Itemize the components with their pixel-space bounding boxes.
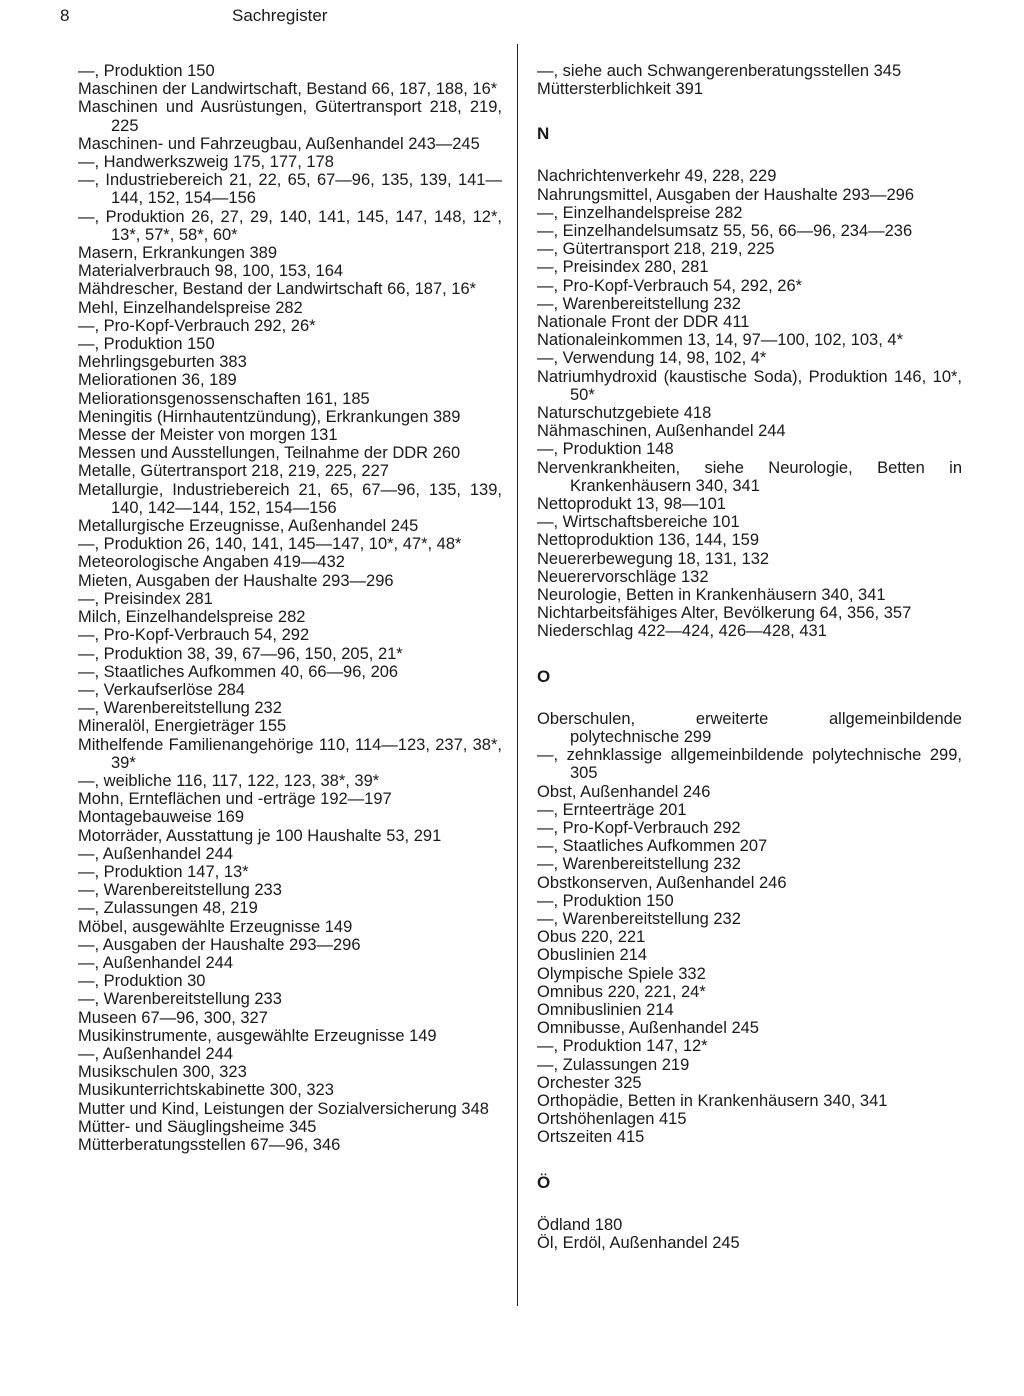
- index-entry: —, Produktion 150: [78, 62, 215, 80]
- index-entry: Metallurgie, Industriebereich 21, 65, 67—96, 135, 139, 140, 142—144, 152, 154—156: [78, 480, 502, 517]
- index-entry: Orchester 325: [537, 1073, 642, 1092]
- index-entry: Nichtarbeitsfähiges Alter, Bevölkerung 64, 356, 357: [537, 604, 912, 623]
- index-entry: —, Warenbereitstellung 232: [537, 294, 741, 313]
- index-entry: —, Zulassungen 219: [537, 1055, 690, 1074]
- index-entry: Mehl, Einzelhandelspreise 282: [78, 298, 303, 317]
- index-entry: Museen 67—96, 300, 327: [78, 1008, 268, 1027]
- index-entry: Meliorationsgenossenschaften 161, 185: [78, 389, 370, 408]
- index-entry: —, Gütertransport 218, 219, 225: [537, 240, 775, 259]
- index-entry: Motorräder, Ausstattung je 100 Haushalte 53, 291: [78, 826, 442, 845]
- index-entry: —, Wirtschaftsbereiche 101: [537, 513, 740, 532]
- index-entry: Meningitis (Hirnhautentzündung), Erkrankungen 389: [78, 407, 461, 426]
- index-entry: Materialverbrauch 98, 100, 153, 164: [78, 262, 344, 281]
- index-entry: Naturschutzgebiete 418: [537, 404, 712, 423]
- index-entry: Masern, Erkrankungen 389: [78, 244, 278, 263]
- index-entry: Obst, Außenhandel 246: [537, 782, 711, 801]
- index-entry: Maschinen- und Fahrzeugbau, Außenhandel 243—245: [78, 134, 480, 153]
- index-entry: —, Außenhandel 244: [78, 844, 234, 863]
- index-entry: —, Verwendung 14, 98, 102, 4*: [537, 349, 767, 368]
- index-entry: Nähmaschinen, Außenhandel 244: [537, 422, 786, 441]
- index-entry: —, Warenbereitstellung 233: [78, 881, 282, 900]
- index-entry: Mütter- und Säuglingsheime 345: [78, 1117, 317, 1136]
- index-entry: Mithelfende Familienangehörige 110, 114—123, 237, 38*, 39*: [78, 735, 502, 772]
- index-entry: Musikinstrumente, ausgewählte Erzeugnisse 149: [78, 1026, 437, 1045]
- index-entry: —, Preisindex 281: [78, 589, 213, 608]
- index-entry: Mütterberatungsstellen 67—96, 346: [78, 1135, 341, 1154]
- index-entry: —, Staatliches Aufkommen 40, 66—96, 206: [78, 662, 399, 681]
- index-entry: Mohn, Ernteflächen und -erträge 192—197: [78, 790, 392, 809]
- index-entry: Müttersterblichkeit 391: [537, 80, 703, 99]
- index-entry: Natriumhydroxid (kaustische Soda), Produktion 146, 10*, 50*: [537, 367, 962, 404]
- page-number: 8: [60, 6, 70, 25]
- index-entry: Messen und Ausstellungen, Teilnahme der DDR 260: [78, 444, 461, 463]
- index-entry: —, Produktion 26, 27, 29, 140, 141, 145, 147, 148, 12*, 13*, 57*, 58*, 60*: [78, 207, 502, 244]
- index-entry: —, Pro-Kopf-Verbrauch 292: [537, 818, 741, 837]
- index-entry: Mutter und Kind, Leistungen der Sozialversicherung 348: [78, 1099, 489, 1118]
- index-entry: Musikunterrichtskabinette 300, 323: [78, 1081, 334, 1100]
- index-entry: —, Produktion 150: [78, 335, 215, 354]
- index-entry: Möbel, ausgewählte Erzeugnisse 149: [78, 917, 353, 936]
- index-entry: Omnibus 220, 221, 24*: [537, 982, 706, 1001]
- index-entry: —, Industriebereich 21, 22, 65, 67—96, 135, 139, 141—144, 152, 154—156: [78, 171, 502, 208]
- index-entry: Maschinen und Ausrüstungen, Gütertransport 218, 219, 225: [78, 98, 502, 135]
- index-entry: Ödland 180: [537, 1215, 623, 1234]
- index-entry: —, Produktion 148: [537, 440, 674, 459]
- index-entry: —, Produktion 30: [78, 972, 206, 991]
- index-entry: —, Warenbereitstellung 232: [537, 855, 741, 874]
- index-entry: Ortshöhenlagen 415: [537, 1110, 687, 1129]
- index-entry: Montagebauweise 169: [78, 808, 245, 827]
- index-entry: Ortszeiten 415: [537, 1128, 645, 1147]
- column-divider: [517, 44, 518, 1306]
- index-entry: Öl, Erdöl, Außenhandel 245: [537, 1233, 740, 1252]
- index-entry: —, Produktion 150: [537, 891, 674, 910]
- index-entry: Mehrlingsgeburten 383: [78, 353, 247, 372]
- index-entry: Olympische Spiele 332: [537, 964, 706, 983]
- index-entry: —, Warenbereitstellung 233: [78, 990, 282, 1009]
- index-entry: Milch, Einzelhandelspreise 282: [78, 608, 306, 627]
- page-header-title: Sachregister: [232, 6, 328, 25]
- index-entry: —, Warenbereitstellung 232: [78, 699, 282, 718]
- index-entry: —, Verkaufserlöse 284: [78, 680, 245, 699]
- index-entry: Mieten, Ausgaben der Haushalte 293—296: [78, 571, 394, 590]
- index-entry: Obuslinien 214: [537, 946, 648, 965]
- index-entry: Maschinen der Landwirtschaft, Bestand 66, 187, 188, 16*: [78, 80, 498, 99]
- index-entry: Nationaleinkommen 13, 14, 97—100, 102, 103, 4*: [537, 331, 903, 350]
- section-letter-heading: O: [537, 666, 551, 686]
- index-entry: —, Warenbereitstellung 232: [537, 909, 741, 928]
- index-entry: Nachrichtenverkehr 49, 228, 229: [537, 167, 777, 186]
- section-letter-heading: N: [537, 124, 550, 144]
- index-entry: Musikschulen 300, 323: [78, 1063, 247, 1082]
- index-entry: Obstkonserven, Außenhandel 246: [537, 873, 787, 892]
- index-entry: —, Produktion 26, 140, 141, 145—147, 10*, 47*, 48*: [78, 535, 462, 554]
- index-entry: —, Einzelhandelspreise 282: [537, 203, 743, 222]
- index-entry: Nervenkrankheiten, siehe Neurologie, Betten in Krankenhäusern 340, 341: [537, 458, 962, 495]
- index-entry: —, weibliche 116, 117, 122, 123, 38*, 39*: [78, 771, 380, 790]
- index-entry: —, Pro-Kopf-Verbrauch 54, 292: [78, 626, 310, 645]
- index-entry: Neurologie, Betten in Krankenhäusern 340, 341: [537, 586, 886, 605]
- index-entry: —, Pro-Kopf-Verbrauch 292, 26*: [78, 316, 316, 335]
- section-letter-heading: Ö: [537, 1172, 551, 1192]
- index-entry: —, Pro-Kopf-Verbrauch 54, 292, 26*: [537, 276, 803, 295]
- index-entry: —, Einzelhandelsumsatz 55, 56, 66—96, 234—236: [537, 222, 913, 241]
- right-index-column: [537, 62, 962, 1252]
- index-entry: Neuererbewegung 18, 131, 132: [537, 549, 770, 568]
- index-entry: Nahrungsmittel, Ausgaben der Haushalte 293—296: [537, 185, 914, 204]
- index-entry: Metalle, Gütertransport 218, 219, 225, 227: [78, 462, 389, 481]
- index-entry: —, Ernteerträge 201: [537, 800, 687, 819]
- index-entry: —, siehe auch Schwangerenberatungsstellen 345: [537, 62, 902, 80]
- index-entry: —, Produktion 147, 13*: [78, 862, 249, 881]
- index-entry: —, Preisindex 280, 281: [537, 258, 709, 277]
- index-entry: —, Außenhandel 244: [78, 1044, 234, 1063]
- index-entry: —, Produktion 38, 39, 67—96, 150, 205, 21*: [78, 644, 403, 663]
- index-entry: Messe der Meister von morgen 131: [78, 426, 338, 445]
- index-entry: Orthopädie, Betten in Krankenhäusern 340, 341: [537, 1091, 888, 1110]
- left-index-column: [78, 62, 502, 1154]
- index-entry: —, Produktion 147, 12*: [537, 1037, 708, 1056]
- index-entry: Mähdrescher, Bestand der Landwirtschaft 66, 187, 16*: [78, 280, 477, 299]
- index-entry: —, Handwerkszweig 175, 177, 178: [78, 153, 334, 172]
- index-entry: —, Staatliches Aufkommen 207: [537, 837, 768, 856]
- index-entry: Omnibusse, Außenhandel 245: [537, 1019, 759, 1038]
- index-entry: —, Ausgaben der Haushalte 293—296: [78, 935, 361, 954]
- index-entry: Neuerervorschläge 132: [537, 567, 709, 586]
- index-entry: Nettoprodukt 13, 98—101: [537, 495, 726, 514]
- index-entry: Obus 220, 221: [537, 928, 646, 947]
- index-entry: —, zehnklassige allgemeinbildende polytechnische 299, 305: [537, 746, 962, 783]
- index-entry: Mineralöl, Energieträger 155: [78, 717, 287, 736]
- index-entry: Meteorologische Angaben 419—432: [78, 553, 345, 572]
- index-entry: Meliorationen 36, 189: [78, 371, 237, 390]
- index-entry: Niederschlag 422—424, 426—428, 431: [537, 622, 827, 641]
- index-entry: Metallurgische Erzeugnisse, Außenhandel 245: [78, 517, 419, 536]
- index-entry: Nettoproduktion 136, 144, 159: [537, 531, 760, 550]
- index-entry: Nationale Front der DDR 411: [537, 313, 750, 332]
- index-entry: —, Außenhandel 244: [78, 953, 234, 972]
- index-entry: —, Zulassungen 48, 219: [78, 899, 258, 918]
- index-entry: Omnibuslinien 214: [537, 1000, 674, 1019]
- index-entry: Oberschulen, erweiterte allgemeinbildende polytechnische 299: [537, 709, 962, 746]
